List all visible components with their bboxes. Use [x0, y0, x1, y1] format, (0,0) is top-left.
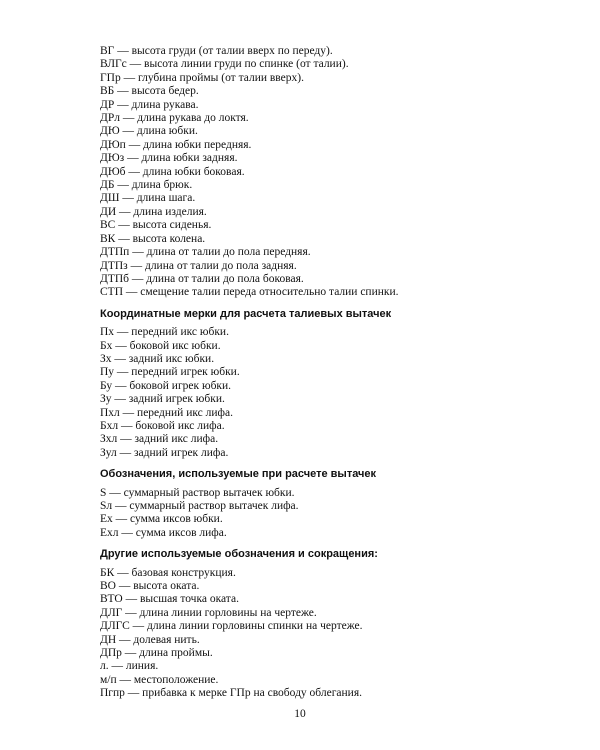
list-item: Зу — задний игрек юбки. [100, 393, 225, 406]
list-item: ДБ — длина брюк. [100, 179, 193, 192]
list-item: ВГ — высота груди (от талии вверх по переду). [100, 45, 333, 57]
list-item: л. — линия. [100, 660, 159, 673]
list-item: ДТПз — длина от талии до пола задняя. [100, 259, 297, 272]
list-item: ДЮз — длина юбки задняя. [100, 152, 238, 165]
dart-notation-list [100, 487, 540, 541]
list-item: ДЛГ — длина линии горловины на чертеже. [100, 606, 317, 619]
list-item: ГПр — глубина проймы (от талии вверх). [100, 71, 304, 84]
other-notation-list [100, 567, 540, 701]
coordinate-measurements-list [100, 326, 540, 460]
list-item: ДПр — длина проймы. [100, 647, 213, 660]
list-item: Ехл — сумма иксов лифа. [100, 526, 227, 539]
list-item: ДТПб — длина от талии до пола боковая. [100, 272, 304, 285]
list-item: Зх — задний икс юбки. [100, 352, 215, 365]
list-item: Зул — задний игрек лифа. [100, 446, 229, 459]
page-number: 10 [294, 708, 306, 720]
list-item: ДЮп — длина юбки передняя. [100, 138, 252, 151]
list-item: Зхл — задний икс лифа. [100, 433, 219, 446]
list-item: ВК — высота колена. [100, 232, 206, 245]
list-item: ВБ — высота бедер. [100, 85, 199, 98]
list-item: S — суммарный раствор вытачек юбки. [100, 486, 295, 499]
list-item: ДШ — длина шага. [100, 192, 196, 205]
list-item: ДИ — длина изделия. [100, 205, 207, 218]
list-item: ДН — долевая нить. [100, 633, 200, 646]
list-item: Пх — передний икс юбки. [100, 326, 229, 339]
list-item: Бх — боковой икс юбки. [100, 339, 221, 352]
list-item: ВТО — высшая точка оката. [100, 593, 239, 606]
list-item: ДР — длина рукава. [100, 98, 199, 111]
list-item: Пгпр — прибавка к мерке ГПр на свободу облегания. [100, 687, 363, 700]
list-item: ДЮб — длина юбки боковая. [100, 165, 245, 178]
list-item: ВО — высота оката. [100, 580, 200, 593]
list-item: ДТПп — длина от талии до пола передняя. [100, 246, 311, 259]
list-item: ДЮ — длина юбки. [100, 125, 198, 138]
measurements-list [100, 45, 540, 300]
list-item: Пхл — передний икс лифа. [100, 406, 233, 419]
list-item: Ех — сумма иксов юбки. [100, 513, 223, 526]
list-item: м/п — местоположение. [100, 673, 219, 686]
list-item: Sл — суммарный раствор вытачек лифа. [100, 500, 299, 512]
list-item: Бу — боковой игрек юбки. [100, 379, 232, 392]
section-heading: Координатные мерки для расчета талиевых вытачек [100, 307, 392, 320]
list-item: ВС — высота сиденья. [100, 219, 212, 232]
list-item: СТП — смещение талии переда относительно талии спинки. [100, 286, 399, 299]
list-item: Бхл — боковой икс лифа. [100, 419, 225, 432]
section-heading: Обозначения, используемые при расчете вытачек [100, 468, 377, 481]
list-item: ДРл — длина рукава до локтя. [100, 112, 249, 125]
section-heading: Другие используемые обозначения и сокращения: [100, 548, 378, 561]
list-item: Пу — передний игрек юбки. [100, 366, 240, 379]
list-item: ДЛГС — длина линии горловины спинки на чертеже. [100, 620, 363, 633]
list-item: ВЛГс — высота линии груди по спинке (от талии). [100, 58, 349, 71]
list-item: БК — базовая конструкция. [100, 566, 236, 579]
